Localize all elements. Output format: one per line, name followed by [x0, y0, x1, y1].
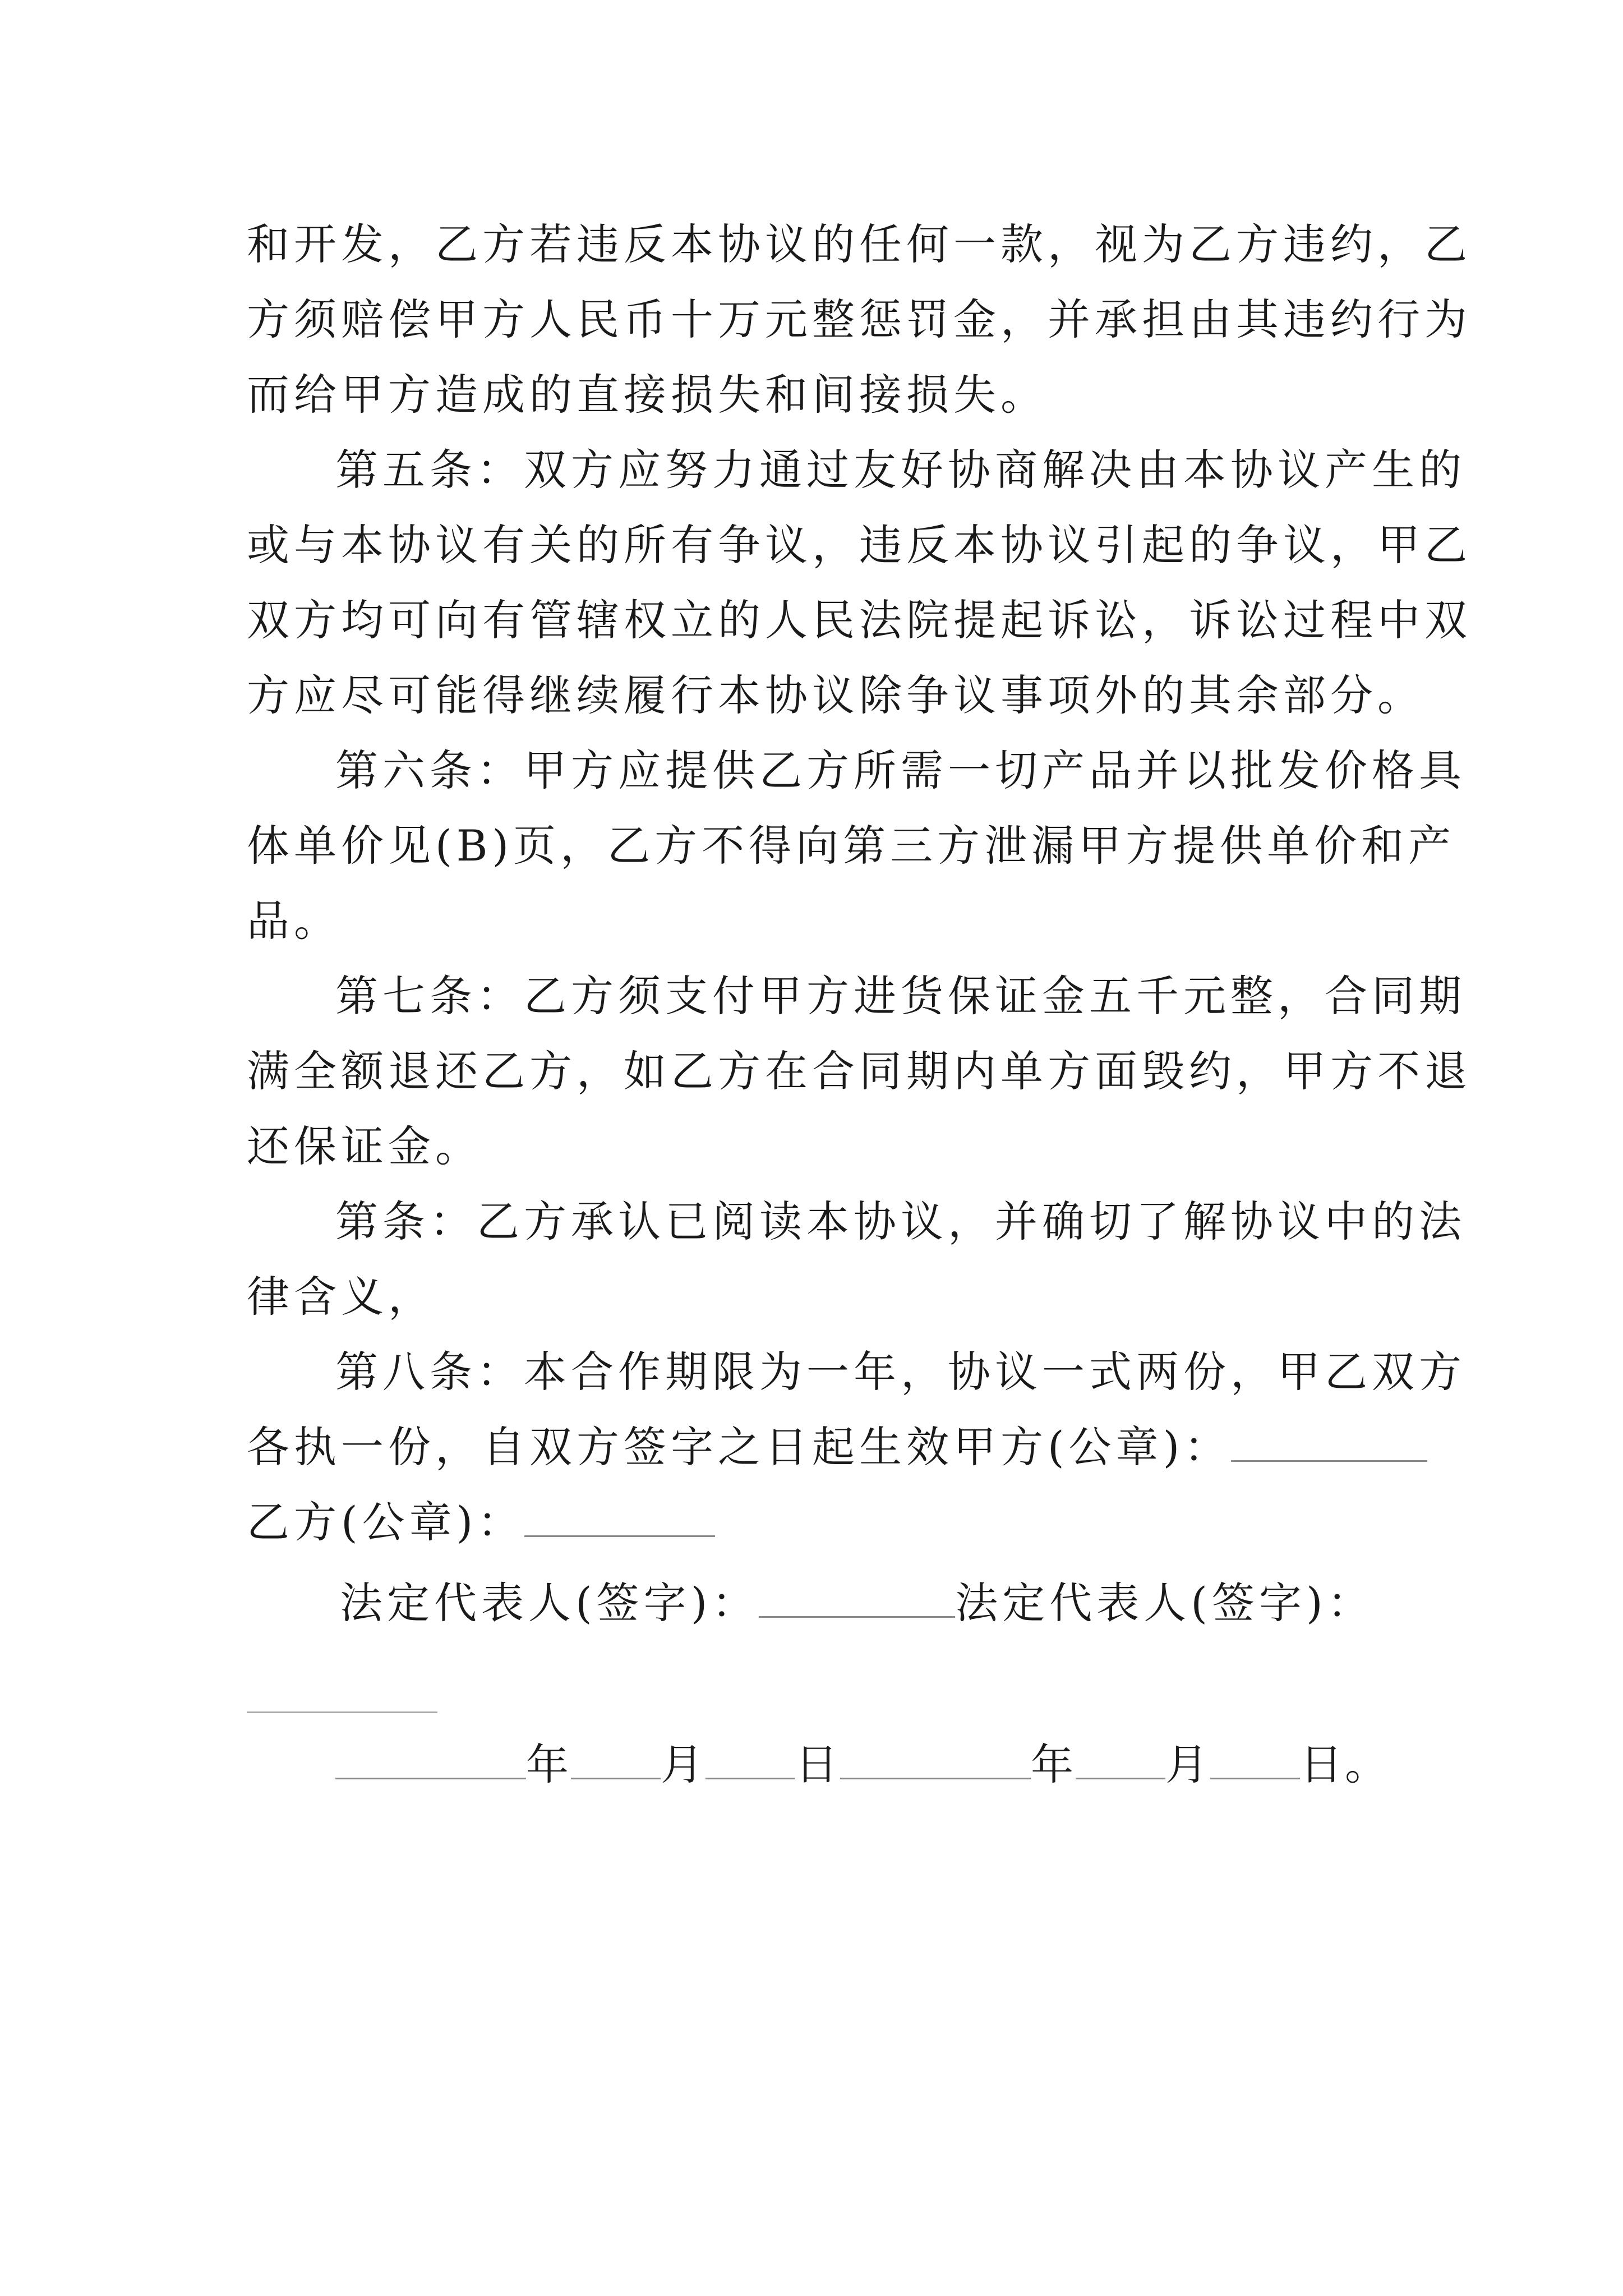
paragraph-line: 方应尽可能得继续履行本协议除争议事项外的其余部分。 [247, 670, 1424, 720]
article-acknowledge-line: 第条：乙方承认已阅读本协议，并确切了解协议中的法 [335, 1197, 1466, 1246]
date-year-blank-b [840, 1744, 1031, 1779]
party-b-seal-line [247, 1497, 1413, 1547]
paragraph-line: 方须赔偿甲方人民币十万元整惩罚金，并承担由其违约行为 [247, 295, 1472, 344]
date-year-blank-a [335, 1744, 526, 1779]
article-7-line: 第七条：乙方须支付甲方进货保证金五千元整，合同期 [335, 971, 1466, 1021]
article-5-line: 第五条：双方应努力通过友好协商解决由本协议产生的 [335, 445, 1466, 495]
paragraph-text: 各执一份，自双方签字之日起生效甲方(公章)： [247, 1422, 1232, 1472]
date-day-label-b: 日。 [1300, 1740, 1390, 1789]
date-month-label-a: 月 [661, 1740, 706, 1789]
date-month-blank-a [571, 1744, 661, 1779]
date-month-label-b: 月 [1165, 1740, 1210, 1789]
legal-rep-label-a: 法定代表人(签字)： [340, 1578, 759, 1628]
article-6-line: 第六条：甲方应提供乙方所需一切产品并以批发价格具 [335, 746, 1466, 795]
date-year-label-a: 年 [526, 1740, 571, 1789]
paragraph-line: 品。 [247, 896, 341, 946]
paragraph-line: 双方均可向有管辖权立的人民法院提起诉讼，诉讼过程中双 [247, 595, 1472, 645]
party-b-seal-blank [524, 1502, 715, 1537]
legal-rep-line [340, 1578, 1506, 1628]
paragraph-line: 或与本协议有关的所有争议，违反本协议引起的争议，甲乙 [247, 520, 1472, 570]
legal-rep-label-b: 法定代表人(签字)： [955, 1578, 1375, 1628]
party-b-seal-label: 乙方(公章)： [247, 1497, 525, 1547]
article-8-line: 第八条：本合作期限为一年，协议一式两份，甲乙双方 [335, 1347, 1466, 1397]
date-month-blank-b [1076, 1744, 1165, 1779]
date-day-blank-a [706, 1744, 795, 1779]
paragraph-line: 满全额退还乙方，如乙方在合同期内单方面毁约，甲方不退 [247, 1046, 1472, 1096]
legal-rep-a-blank [759, 1582, 955, 1618]
date-year-label-b: 年 [1031, 1740, 1076, 1789]
party-a-seal-line [247, 1422, 1413, 1472]
date-day-blank-b [1210, 1744, 1300, 1779]
paragraph-line: 律含义， [247, 1272, 435, 1322]
date-line [335, 1740, 1620, 1789]
legal-rep-b-blank [247, 1678, 437, 1713]
legal-rep-b-blank-line [247, 1677, 1413, 1720]
paragraph-line: 而给甲方造成的直接损失和间接损失。 [247, 370, 1048, 420]
paragraph-line: 还保证金。 [247, 1121, 482, 1171]
paragraph-line: 体单价见(B)页，乙方不得向第三方泄漏甲方提供单价和产 [247, 821, 1456, 871]
date-day-label-a: 日 [795, 1740, 840, 1789]
paragraph-line: 和开发，乙方若违反本协议的任何一款，视为乙方违约，乙 [247, 219, 1472, 269]
party-a-seal-blank [1231, 1427, 1427, 1462]
